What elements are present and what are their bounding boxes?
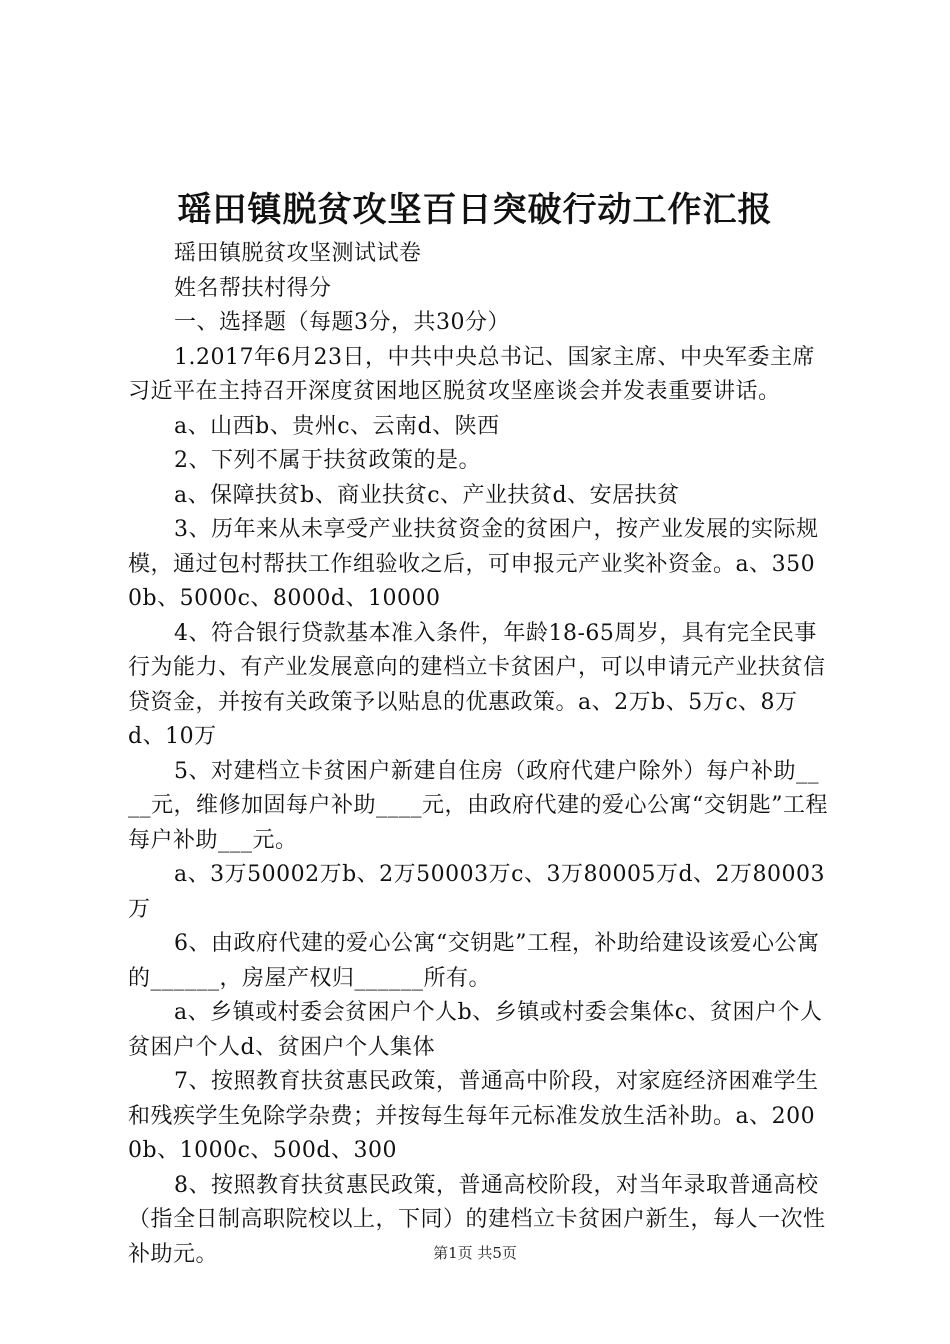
question-1-options: a、山西b、贵州c、云南d、陕西 (174, 413, 500, 439)
question-5-options: a、3万50002万b、2万50003万c、3万80005万d、2万80003万 (128, 862, 826, 922)
question-4: 4、符合银行贷款基本准入条件，年龄18-65周岁，具有完全民事行为能力、有产业发展意向的建档立卡贫困户，可以申请元产业扶贫信贷资金，并按有关政策予以贴息的优惠政策。a、2万b、5万c、8万d、10万 (128, 620, 826, 749)
question-2-options: a、保障扶贫b、商业扶贫c、产业扶贫d、安居扶贫 (174, 482, 680, 508)
question-5: 5、对建档立卡贫困户新建自住房（政府代建户除外）每户补助____元，维修加固每户补助____元，由政府代建的爱心公寓“交钥匙”工程每户补助___元。 (128, 758, 828, 853)
page-footer: 第1页 共5页 (433, 1244, 517, 1262)
question-3: 3、历年来从未享受产业扶贫资金的贫困户，按产业发展的实际规模，通过包村帮扶工作组验收之后，可申报元产业奖补资金。a、3500b、5000c、8000d、10000 (128, 517, 819, 611)
question-7: 7、按照教育扶贫惠民政策，普通高中阶段，对家庭经济困难学生和残疾学生免除学杂费；并按每生每年元标准发放生活补助。a、2000b、1000c、500d、300 (128, 1069, 819, 1163)
paragraph: 瑶田镇脱贫攻坚测试试卷 (174, 241, 422, 266)
section-heading: 一、选择题（每题3分，共30分） (174, 310, 510, 335)
question-6: 6、由政府代建的爱心公寓“交钥匙”工程，补助给建设该爱心公寓的______，房屋产权归______所有。 (128, 931, 820, 991)
document-body (128, 237, 828, 1272)
question-1: 1.2017年6月23日，中共中央总书记、国家主席、中央军委主席习近平在主持召开深度贫困地区脱贫攻坚座谈会并发表重要讲话。 (128, 344, 815, 404)
paragraph: 姓名帮扶村得分 (174, 275, 332, 301)
question-8: 8、按照教育扶贫惠民政策，普通高校阶段，对当年录取普通高校（指全日制高职院校以上，下同）的建档立卡贫困户新生，每人一次性补助元。 (128, 1172, 826, 1267)
document-title: 瑶田镇脱贫攻坚百日突破行动工作汇报 (177, 190, 773, 230)
question-2: 2、下列不属于扶贫政策的是。 (174, 448, 481, 473)
question-6-options: a、乡镇或村委会贫困户个人b、乡镇或村委会集体c、贫困户个人贫困户个人d、贫困户个人集体 (128, 1000, 823, 1060)
